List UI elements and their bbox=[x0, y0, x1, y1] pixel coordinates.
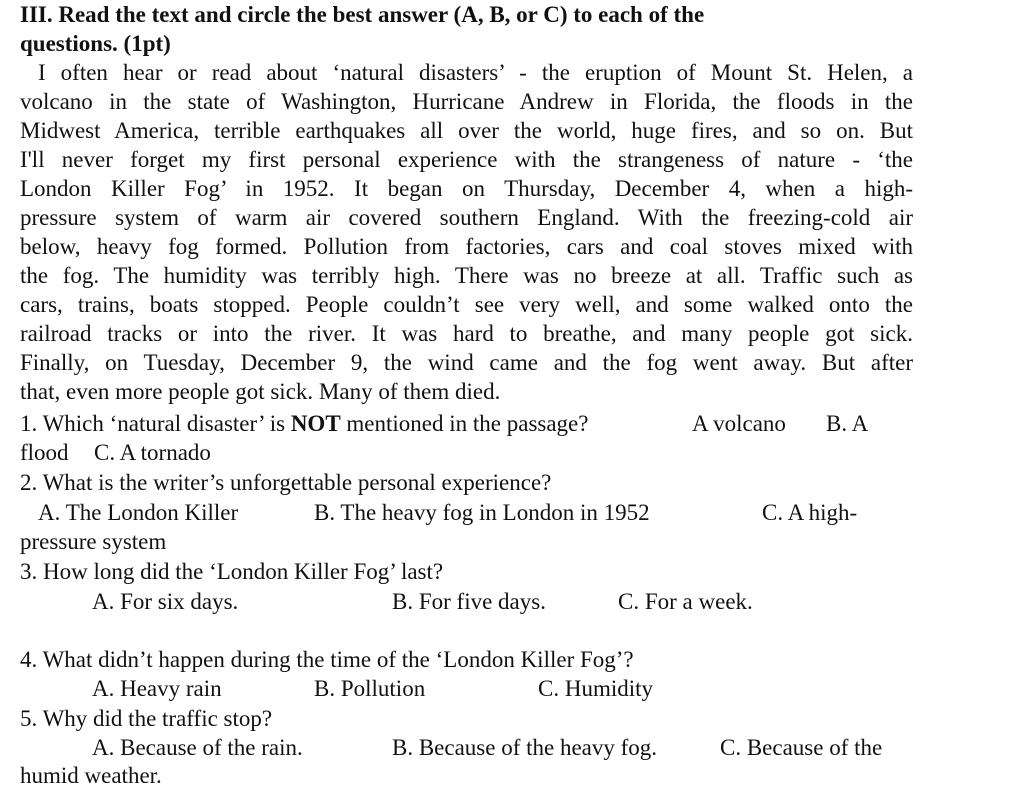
passage-line-1: I often hear or read about ‘natural disasters’ - the eruption of Mount St. Helen, a bbox=[38, 60, 913, 85]
passage-line-12: that, even more people got sick. Many of them died. bbox=[20, 379, 501, 404]
section-heading-line-2: questions. (1pt) bbox=[20, 31, 171, 56]
passage-line-3: Midwest America, terrible earthquakes all over the world, huge fires, and so on. But bbox=[20, 118, 913, 143]
passage-line-9: cars, trains, boats stopped. People couldn’t see very well, and some walked onto the bbox=[20, 292, 913, 317]
passage-line-4: I'll never forget my first personal experience with the strangeness of nature - ‘the bbox=[20, 147, 913, 172]
q5-option-c-continued: humid weather. bbox=[20, 763, 162, 788]
question-1-emphasis: NOT bbox=[290, 411, 341, 436]
question-1 bbox=[20, 409, 588, 438]
q1-option-a[interactable]: A volcano bbox=[692, 411, 786, 436]
passage-line-5: London Killer Fog’ in 1952. It began on Thursday, December 4, when a high- bbox=[20, 176, 913, 201]
passage-line-2: volcano in the state of Washington, Hurricane Andrew in Florida, the floods in the bbox=[20, 89, 913, 114]
q5-option-c[interactable]: C. Because of the bbox=[720, 735, 883, 760]
q2-option-c-continued: pressure system bbox=[20, 529, 167, 554]
section-heading-line-1: III. Read the text and circle the best answer (A, B, or C) to each of the bbox=[20, 2, 705, 27]
q5-option-a[interactable]: A. Because of the rain. bbox=[92, 735, 303, 760]
question-1-text-before: 1. Which ‘natural disaster’ is bbox=[20, 411, 291, 436]
passage-line-8: the fog. The humidity was terribly high. There was no breeze at all. Traffic such as bbox=[20, 263, 913, 288]
question-2: 2. What is the writer’s unforgettable personal experience? bbox=[20, 470, 552, 495]
passage-line-7: below, heavy fog formed. Pollution from factories, cars and coal stoves mixed with bbox=[20, 234, 913, 259]
question-1-text-after: mentioned in the passage? bbox=[340, 411, 589, 436]
q1-option-c[interactable]: C. A tornado bbox=[94, 440, 211, 465]
question-3: 3. How long did the ‘London Killer Fog’ last? bbox=[20, 559, 444, 584]
q4-option-c[interactable]: C. Humidity bbox=[538, 676, 654, 701]
passage-line-10: railroad tracks or into the river. It was hard to breathe, and many people got sick. bbox=[20, 321, 913, 346]
section-heading bbox=[20, 0, 920, 58]
passage-line-11: Finally, on Tuesday, December 9, the wind came and the fog went away. But after bbox=[20, 350, 913, 375]
q5-option-b[interactable]: B. Because of the heavy fog. bbox=[392, 735, 658, 760]
q4-option-a[interactable]: A. Heavy rain bbox=[92, 676, 222, 701]
q2-option-c[interactable]: C. A high- bbox=[762, 500, 858, 525]
question-4: 4. What didn’t happen during the time of the ‘London Killer Fog’? bbox=[20, 647, 634, 672]
q3-option-a[interactable]: A. For six days. bbox=[92, 589, 239, 614]
q2-option-b[interactable]: B. The heavy fog in London in 1952 bbox=[314, 500, 650, 525]
q1-option-b-continued: flood bbox=[20, 440, 69, 465]
q3-option-c[interactable]: C. For a week. bbox=[618, 589, 753, 614]
q4-option-b[interactable]: B. Pollution bbox=[314, 676, 426, 701]
passage-line-6: pressure system of warm air covered southern England. With the freezing-cold air bbox=[20, 205, 913, 230]
q3-option-b[interactable]: B. For five days. bbox=[392, 589, 546, 614]
question-5: 5. Why did the traffic stop? bbox=[20, 706, 273, 731]
q2-option-a[interactable]: A. The London Killer bbox=[38, 500, 239, 525]
q1-option-b[interactable]: B. A bbox=[826, 411, 869, 436]
